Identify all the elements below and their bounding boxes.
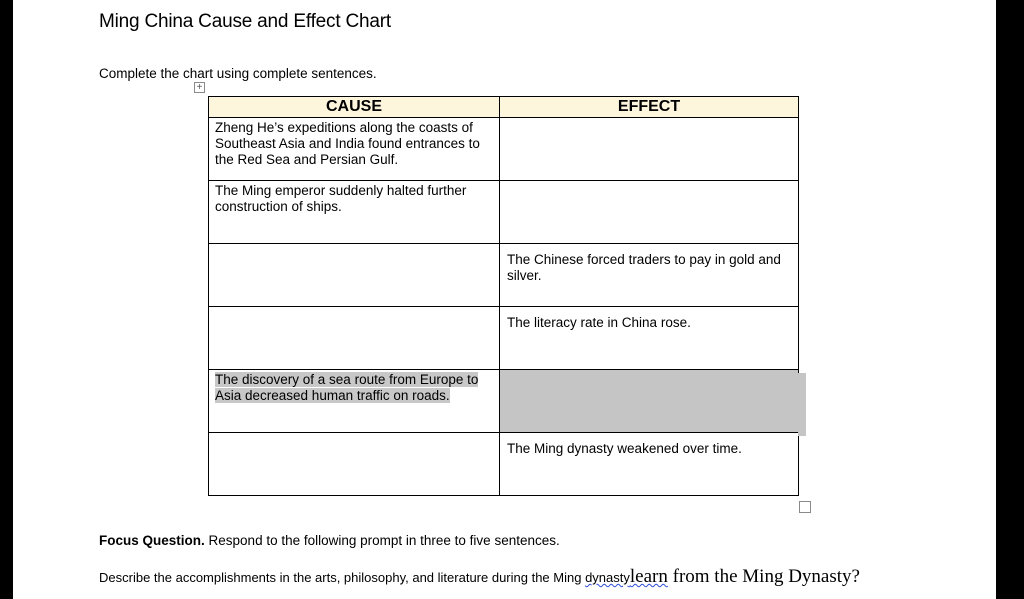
- effect-cell-selected[interactable]: [500, 370, 799, 433]
- effect-header: EFFECT: [500, 97, 799, 118]
- document-title: Ming China Cause and Effect Chart: [99, 11, 391, 32]
- table-row: [209, 181, 799, 244]
- cause-cell[interactable]: [209, 433, 500, 496]
- cause-text-selected: The discovery of a sea route from Europe to Asia decreased human traffic on roads.: [215, 372, 479, 403]
- cause-cell[interactable]: [209, 244, 500, 307]
- cause-effect-table: [208, 96, 799, 496]
- effect-text: The literacy rate in China rose.: [507, 315, 691, 330]
- effect-cell[interactable]: [500, 118, 799, 181]
- question-part2: from the Ming Dynasty?: [667, 566, 860, 587]
- focus-question-text[interactable]: [99, 566, 860, 588]
- effect-text: The Chinese forced traders to pay in gold and silver.: [507, 252, 781, 283]
- selection-highlight-extension: [798, 373, 806, 436]
- table-move-handle-icon[interactable]: +: [194, 82, 205, 93]
- cause-cell[interactable]: [209, 118, 500, 181]
- effect-cell[interactable]: [500, 244, 799, 307]
- question-part1: Describe the accomplishments in the arts, philosophy, and literature during the Ming: [99, 570, 586, 585]
- spellcheck-flagged-word[interactable]: dynastylearn: [585, 566, 668, 587]
- table-row: [209, 433, 799, 496]
- table-row-selected: [209, 370, 799, 433]
- cause-text: [209, 307, 499, 309]
- cause-text: The Ming emperor suddenly halted further construction of ships.: [215, 183, 467, 214]
- effect-cell[interactable]: [500, 181, 799, 244]
- table-row: [209, 244, 799, 307]
- effect-text: [500, 118, 798, 126]
- effect-text: [500, 370, 798, 378]
- table-resize-handle-icon[interactable]: [799, 501, 811, 513]
- instructions-text: Complete the chart using complete sentences.: [99, 66, 377, 81]
- cause-cell[interactable]: [209, 307, 500, 370]
- cause-header: CAUSE: [209, 97, 500, 118]
- cause-cell[interactable]: [209, 370, 500, 433]
- document-page: [13, 0, 996, 599]
- cause-text: [209, 244, 499, 246]
- cause-text: Zheng He’s expeditions along the coasts of Southeast Asia and India found entrances to the Red Sea and Persian Gulf.: [215, 120, 480, 167]
- focus-prompt: Respond to the following prompt in three to five sentences.: [208, 533, 560, 548]
- table-row: [209, 118, 799, 181]
- effect-cell[interactable]: [500, 307, 799, 370]
- cause-text: [209, 433, 499, 435]
- effect-text: The Ming dynasty weakened over time.: [507, 441, 742, 456]
- effect-text: [500, 181, 798, 189]
- table-row: [209, 307, 799, 370]
- focus-question: [99, 533, 560, 548]
- focus-label: Focus Question.: [99, 533, 205, 548]
- table-header-row: [209, 97, 799, 118]
- effect-cell[interactable]: [500, 433, 799, 496]
- cause-cell[interactable]: [209, 181, 500, 244]
